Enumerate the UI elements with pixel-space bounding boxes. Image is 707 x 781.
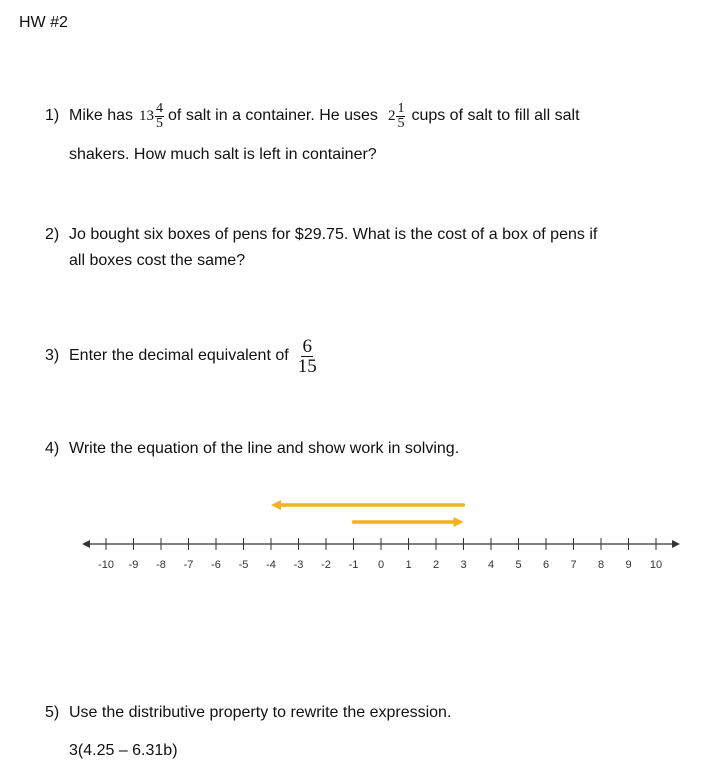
page-title: HW #2 <box>19 14 68 31</box>
question-number: 2) <box>45 226 60 243</box>
question-5 <box>45 704 451 722</box>
tick-label-7: 7 <box>570 559 577 571</box>
denominator: 15 <box>297 355 317 377</box>
question-2 <box>45 226 597 244</box>
question-1 <box>45 94 580 138</box>
tick-label-neg-3: -3 <box>293 559 304 571</box>
question-number: 5) <box>45 704 60 721</box>
number-line <box>0 490 707 580</box>
tick-label-neg-7: -7 <box>183 559 194 571</box>
whole-part: 13 <box>139 107 155 124</box>
question-number: 4) <box>45 440 60 457</box>
question-4 <box>45 440 459 458</box>
numerator: 6 <box>302 335 312 357</box>
tick-label-9: 9 <box>625 559 632 571</box>
question-1-line-2: shakers. How much salt is left in container? <box>69 146 377 163</box>
fraction-6-15 <box>297 337 318 376</box>
tick-label-3: 3 <box>460 559 467 571</box>
tick-label-2: 2 <box>432 559 440 571</box>
arrow-right-head <box>454 517 464 527</box>
question-text: Enter the decimal equivalent of <box>69 347 289 364</box>
tick-label-4: 4 <box>487 559 495 571</box>
numerator: 4 <box>156 100 164 116</box>
axis-left-arrowhead <box>82 540 90 548</box>
axis-right-arrowhead <box>672 540 680 548</box>
tick-label-neg-6: -6 <box>211 559 221 571</box>
mixed-number-13-4-5 <box>139 102 164 131</box>
tick-label-5: 5 <box>515 559 522 571</box>
question-3 <box>45 332 318 380</box>
denominator: 5 <box>156 115 164 131</box>
whole-part: 2 <box>387 107 396 124</box>
number-line-labels <box>98 559 662 571</box>
numerator: 1 <box>397 100 405 116</box>
denominator: 5 <box>397 115 405 131</box>
mixed-number-2-1-5 <box>388 102 406 131</box>
question-text: Jo bought six boxes of pens for $29.75. What is the cost of a box of pens if <box>69 226 598 243</box>
question-number: 1) <box>45 107 60 124</box>
tick-label-neg-1: -1 <box>348 559 359 571</box>
question-text: Use the distributive property to rewrite the expression. <box>69 704 452 721</box>
question-text: Mike has <box>69 107 134 124</box>
tick-label-neg-8: -8 <box>156 559 166 571</box>
tick-label-neg-2: -2 <box>321 559 331 571</box>
tick-label-neg-9: -9 <box>128 559 139 571</box>
arrow-left-head <box>271 500 281 510</box>
tick-label-0: 0 <box>377 559 385 571</box>
question-number: 3) <box>45 347 60 364</box>
expression: 3(4.25 – 6.31b) <box>69 742 178 759</box>
question-text: cups of salt to fill all salt <box>411 107 580 124</box>
number-line-arrows <box>271 500 464 527</box>
tick-label-6: 6 <box>542 559 550 571</box>
tick-label-1: 1 <box>405 559 412 571</box>
tick-label-neg-10: -10 <box>98 559 114 571</box>
question-text: Write the equation of the line and show work in solving. <box>69 440 460 457</box>
tick-label-neg-5: -5 <box>238 559 249 571</box>
number-line-ticks <box>106 538 656 550</box>
question-2-line-2: all boxes cost the same? <box>69 252 246 269</box>
tick-label-8: 8 <box>597 559 605 571</box>
question-text: of salt in a container. He uses <box>168 107 378 124</box>
tick-label-10: 10 <box>649 559 663 571</box>
tick-label-neg-4: -4 <box>266 559 276 571</box>
